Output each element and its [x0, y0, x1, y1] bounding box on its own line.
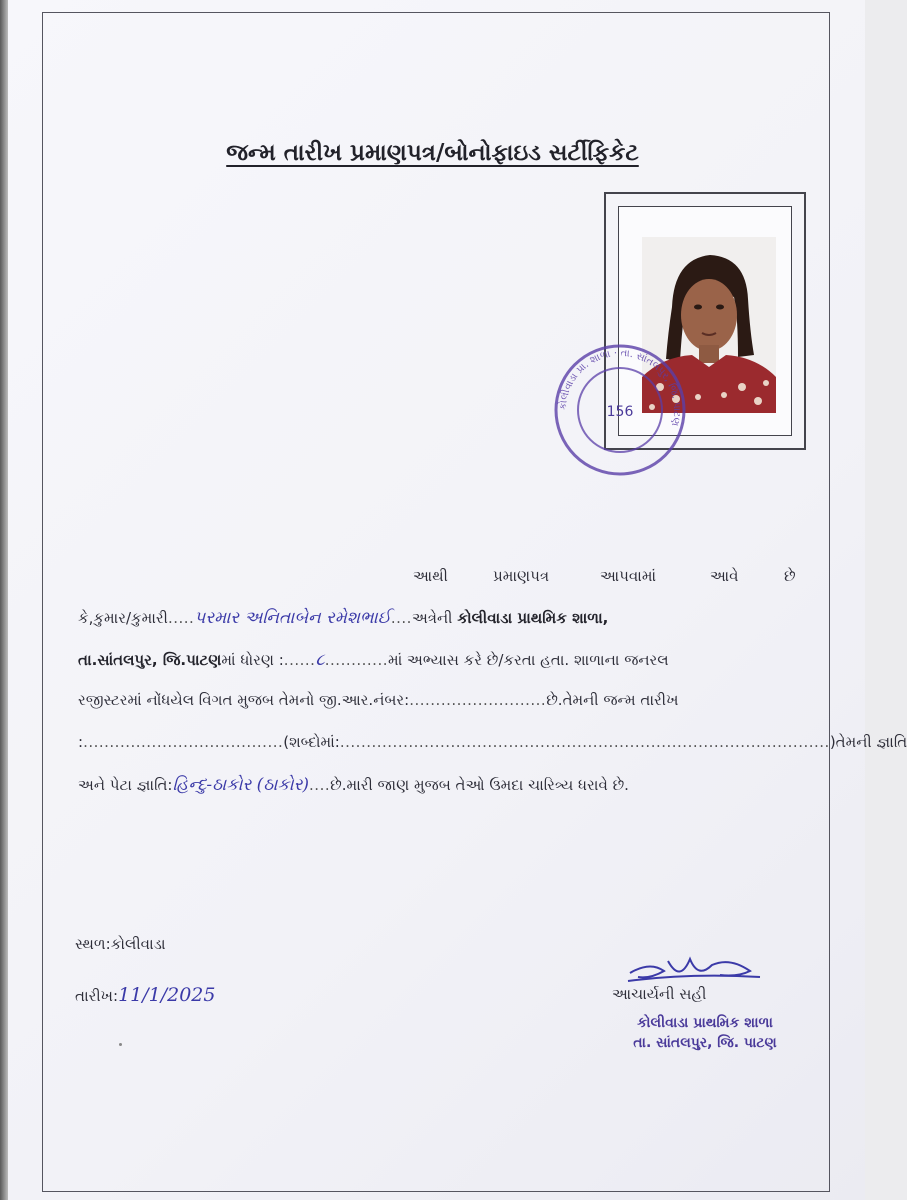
- stamp-arc-text: કોલીવાડા પ્રા. શાળા · તા. સાંતલપુર, જિ. પાટણ: [557, 347, 683, 428]
- caste-value: હિન્દુ-ઠાકોર (ઠાકોર): [172, 775, 310, 795]
- subcaste-label: અને પેટા જ્ઞાતિ:: [78, 776, 173, 794]
- place-line: [75, 935, 166, 953]
- standard-label: માં ધોરણ :: [221, 651, 284, 669]
- intro-word-5: છે: [784, 567, 796, 585]
- stamp-center-number: 156: [606, 404, 634, 420]
- scan-edge: [0, 0, 8, 1200]
- standard-value: ૮: [315, 650, 325, 670]
- standard-suffix: માં અભ્યાસ કરે છે/કરતા હતા. શાળાના જનરલ: [387, 651, 669, 669]
- caste-label: )તેમની જ્ઞાતિ: [829, 733, 907, 751]
- date-label: તારીખ:: [75, 987, 119, 1005]
- in-words-label: (શબ્દોમાં:: [283, 733, 340, 751]
- student-suffix-label: અત્રેની: [411, 609, 458, 627]
- student-name-line: કે,કુમાર/કુમારી.....પરમાર અનિતાબેન રમેશભાઈ....અત્રેની કોલીવાડા પ્રાથમિક શાળા,: [78, 608, 609, 628]
- caste-line: અને પેટા જ્ઞાતિ:હિન્દુ-ઠાકોર (ઠાકોર)....છે.મારી જાણ મુજબ તેઓ ઉમદા ચારિત્ર્ય ધરાવે છે.: [78, 775, 629, 795]
- stamp-school-name: કોલીવાડા પ્રાથમિક શાળા: [637, 1015, 773, 1031]
- standard-line: તા.સાંતલપુર, જિ.પાટણમાં ધોરણ :......૮............માં અભ્યાસ કરે છે/કરતા હતા. શાળાના જનરલ: [78, 650, 669, 670]
- date-value: 11/1/2025: [118, 984, 216, 1006]
- student-name-value: પરમાર અનિતાબેન રમેશભાઈ: [194, 608, 391, 628]
- gr-number-label: રજીસ્ટરમાં નોંધયેલ વિગત મુજબ તેમનો જી.આર.નંબર:: [78, 691, 410, 709]
- principal-signature-area: [600, 935, 810, 1065]
- intro-word-2: પ્રમાણપત્ર: [493, 567, 550, 585]
- place-label: સ્થળ:: [75, 935, 111, 953]
- intro-word-1: આથી: [413, 567, 448, 585]
- gr-number-line: રજીસ્ટરમાં નોંધયેલ વિગત મુજબ તેમનો જી.આર.નંબર:..........................છે.તેમની જન્મ તારીખ: [78, 691, 679, 709]
- principal-label: આચાર્યની સહી: [612, 985, 707, 1003]
- intro-word-4: આવે: [710, 567, 739, 585]
- stamp-school-address: તા. સાંતલપુર, જિ. પાટણ: [633, 1035, 777, 1051]
- paper-speck: [119, 1043, 122, 1046]
- intro-word-3: આપવામાં: [600, 567, 657, 585]
- place-value: કોલીવાડા: [110, 935, 166, 953]
- student-prefix-label: કે,કુમાર/કુમારી: [78, 609, 168, 627]
- school-name: કોલીવાડા પ્રાથમિક શાળા,: [457, 609, 609, 627]
- birth-date-line: :......................................(શબ્દોમાં:.............................................................................................)તેમની જ્ઞાતિ: [78, 733, 907, 751]
- principal-signature: [620, 943, 770, 988]
- certificate-title: જન્મ તારીખ પ્રમાણપત્ર/બોનોફાઇડ સર્ટીફિકેટ: [226, 140, 639, 166]
- birth-date-colon: :: [78, 733, 84, 751]
- birth-date-label: છે.તેમની જન્મ તારીખ: [546, 691, 679, 709]
- character-statement: છે.મારી જાણ મુજબ તેઓ ઉમદા ચારિત્ર્ય ધરાવે છે.: [330, 776, 629, 794]
- date-line: [75, 984, 215, 1006]
- taluka-district: તા.સાંતલપુર, જિ.પાટણ: [78, 651, 222, 669]
- round-school-stamp: [544, 342, 700, 478]
